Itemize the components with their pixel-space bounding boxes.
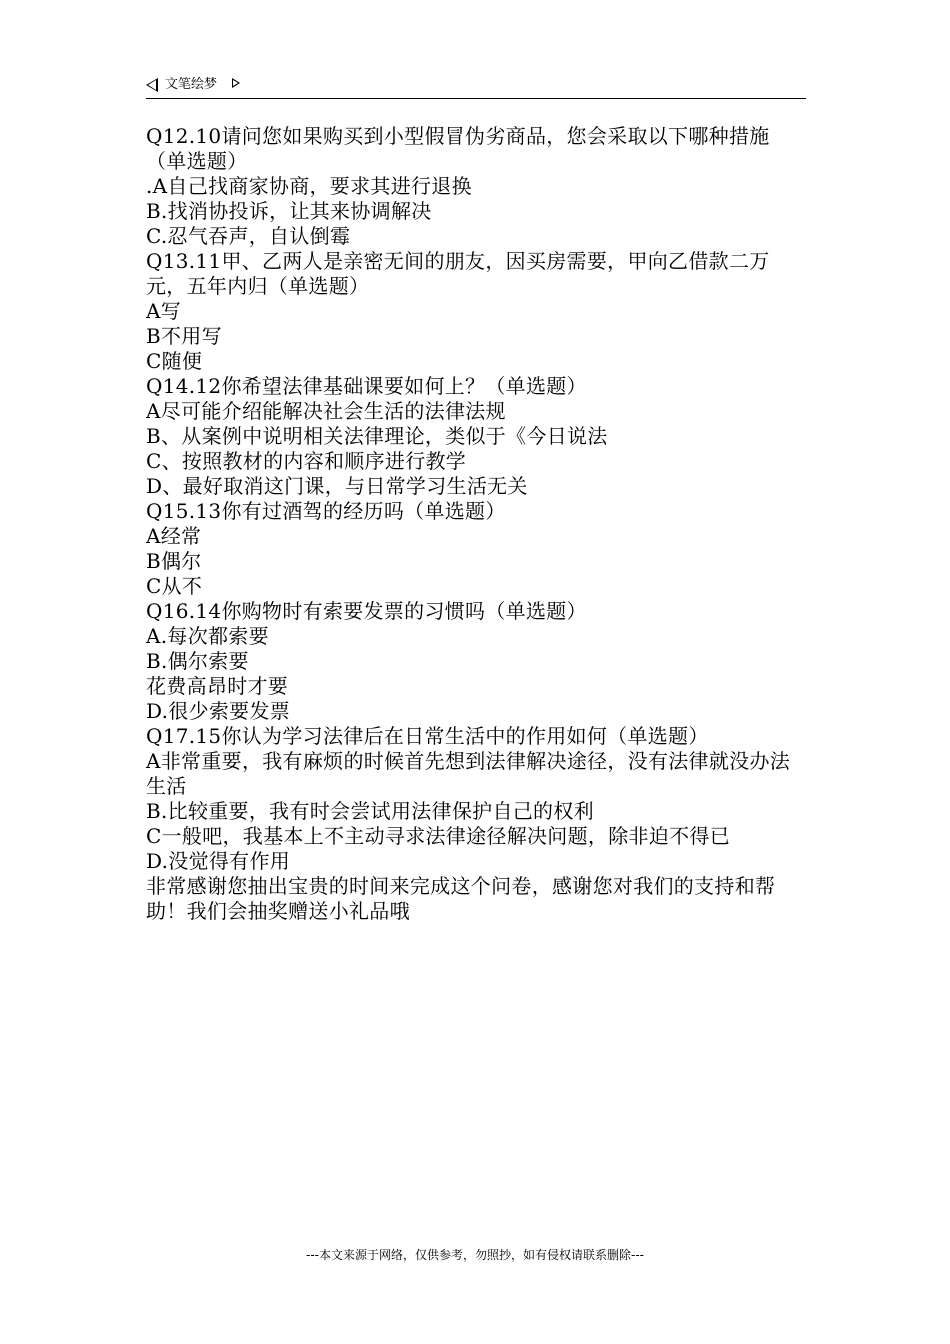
header-title: 文笔绘梦: [165, 77, 218, 92]
text-line: B.找消协投诉，让其来协调解决: [146, 199, 432, 223]
text-line: B.比较重要，我有时会尝试用法律保护自己的权利: [146, 799, 594, 823]
text-line: D.很少索要发票: [146, 699, 291, 723]
text-line: A非常重要，我有麻烦的时候首先想到法律解决途径，没有法律就没办法生活: [146, 749, 791, 798]
text-line: C.忍气吞声，自认倒霉: [146, 224, 351, 248]
text-line: B.偶尔索要: [146, 649, 249, 673]
text-line: Q17.15你认为学习法律后在日常生活中的作用如何（单选题）: [146, 724, 709, 748]
triangle-right-icon: [232, 78, 240, 88]
text-line: Q16.14你购物时有索要发票的习惯吗（单选题）: [146, 599, 587, 623]
page-header: [146, 76, 806, 99]
text-line: 非常感谢您抽出宝贵的时间来完成这个问卷，感谢您对我们的支持和帮助！我们会抽奖赠送小礼品哦: [146, 874, 776, 923]
text-line: Q15.13你有过酒驾的经历吗（单选题）: [146, 499, 506, 523]
text-line: Q12.10请问您如果购买到小型假冒伪劣商品，您会采取以下哪种措施（单选题）: [146, 124, 770, 173]
triangle-left-icon: [146, 78, 158, 92]
text-line: .A自己找商家协商，要求其进行退换: [146, 174, 472, 198]
text-line: C从不: [146, 574, 203, 598]
text-line: D、最好取消这门课，与日常学习生活无关: [146, 474, 528, 498]
text-line: 花费高昂时才要: [146, 674, 289, 698]
text-line: B偶尔: [146, 549, 202, 573]
text-line: A尽可能介绍能解决社会生活的法律法规: [146, 399, 506, 423]
text-line: C一般吧，我基本上不主动寻求法律途径解决问题，除非迫不得已: [146, 824, 731, 848]
page-footer: ---本文来源于网络，仅供参考，勿照抄，如有侵权请联系删除---: [306, 1248, 644, 1262]
text-line: C随便: [146, 349, 203, 373]
text-line: Q13.11甲、乙两人是亲密无间的朋友，因买房需要，甲向乙借款二万元，五年内归（单选题）: [146, 249, 770, 298]
text-line: A写: [146, 299, 182, 323]
document-body: [146, 124, 810, 924]
text-line: B、从案例中说明相关法律理论，类似于《今日说法: [146, 424, 608, 448]
text-line: Q14.12你希望法律基础课要如何上？（单选题）: [146, 374, 587, 398]
text-line: B不用写: [146, 324, 222, 348]
text-line: C、按照教材的内容和顺序进行教学: [146, 449, 467, 473]
text-line: A.每次都索要: [146, 624, 269, 648]
text-line: D.没觉得有作用: [146, 849, 291, 873]
text-line: A经常: [146, 524, 202, 548]
